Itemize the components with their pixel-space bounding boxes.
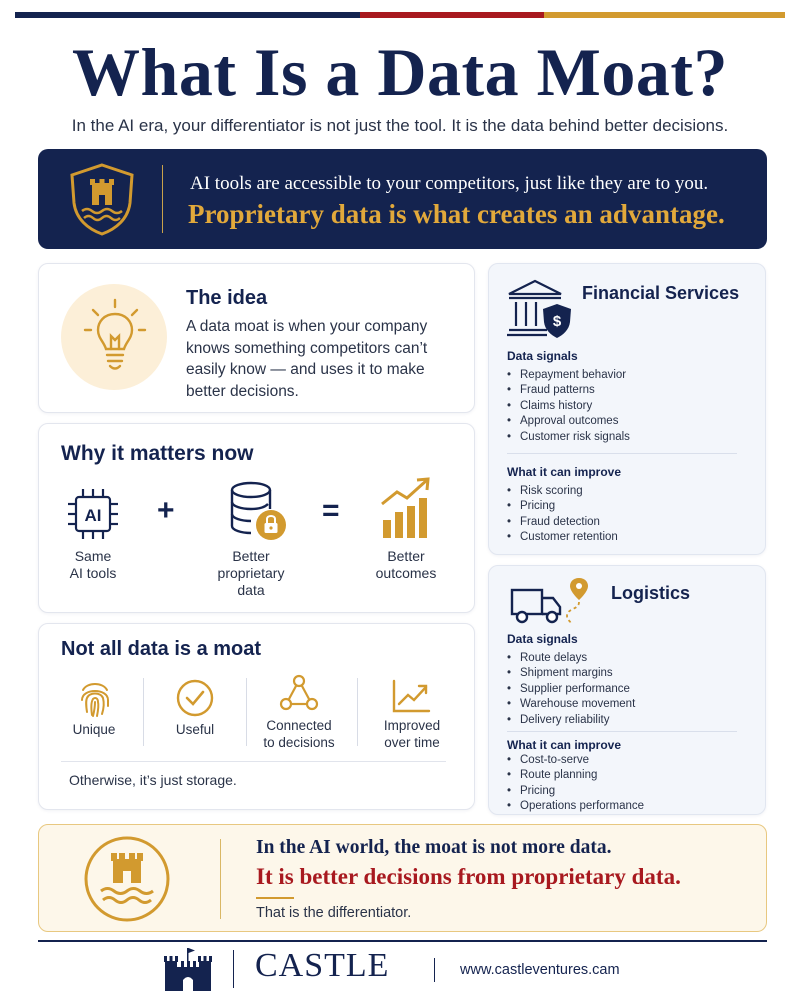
idea-heading: The idea [186,287,268,309]
financial-divider [507,453,737,454]
why-item-better-outcomes: Better outcomes [375,548,437,581]
logistics-signals-label: Data signals [507,632,578,646]
trait-separator [246,678,247,746]
why-item-same-ai-tools: Same AI tools [69,548,117,581]
logistics-improve-list [507,753,644,815]
list-item: • Cost-to-serve [507,753,644,768]
castle-waves-emblem-icon [83,835,171,923]
idea-text: A data moat is when your company knows something competitors can’t easily know — and uses it to make better decisions. [186,318,428,400]
equals-sign: = [322,494,340,527]
list-item: • Pricing [507,499,618,514]
quote-line-1: In the AI world, the moat is not more data. [256,837,612,858]
database-lock-icon [225,479,289,543]
not-all-data-card [38,623,475,810]
quote-divider [220,839,221,919]
banner-line-1: AI tools are accessible to your competitors, just like they are to you. [190,173,709,194]
advantage-banner [38,149,767,249]
list-item: • Operations performance [507,799,644,814]
idea-card [38,263,475,413]
why-it-matters-card [38,423,475,613]
logistics-card [488,565,766,815]
list-item: • Route planning [507,768,644,783]
quote-line-2: It is better decisions from proprietary data. [256,864,681,889]
page-title: What Is a Data Moat? [72,34,728,110]
banner-divider [162,165,163,233]
why-heading: Why it matters now [61,442,254,465]
footer-divider [434,958,435,982]
top-color-bar [15,12,785,18]
list-item: • Customer risk signals [507,430,630,445]
ai-chip-icon [65,486,121,542]
moat-trait-connected: Connected to decisions [263,718,335,750]
growth-chart-icon [379,476,435,540]
banner-line-2: Proprietary data is what creates an advantage. [188,199,725,229]
footer-rule [38,940,767,942]
list-item: • Fraud patterns [507,383,630,398]
financial-services-heading: Financial Services [582,283,740,303]
list-item: • Pricing [507,784,644,799]
list-item: • Route delays [507,651,635,666]
moat-trait-unique: Unique [72,722,116,737]
trait-separator [357,678,358,746]
financial-improve-list [507,484,618,546]
list-item: • Shipment margins [507,666,635,681]
brand-name: CASTLE [255,947,390,984]
logistics-divider [507,731,737,732]
list-item: • Repayment behavior [507,368,630,383]
logistics-improve-label: What it can improve [507,738,622,752]
top-bar-gold-segment [544,12,785,18]
closing-quote-panel [38,824,767,932]
top-bar-red-segment [360,12,544,18]
list-item: • Fraud detection [507,515,618,530]
list-item: • Delivery reliability [507,713,635,728]
svg-text:AI: AI [84,506,102,525]
list-item: • Approval outcomes [507,414,630,429]
bank-shield-icon [507,278,573,340]
top-bar-navy-segment [15,12,360,18]
svg-text:$: $ [552,313,562,330]
financial-signals-label: Data signals [507,349,578,363]
list-item: • Risk scoring [507,484,618,499]
not-all-heading: Not all data is a moat [61,638,262,660]
plus-sign: + [157,494,175,527]
quote-underline-accent [256,897,294,899]
list-item: • Warehouse movement [507,697,635,712]
footer-divider [233,950,234,988]
page-subtitle: In the AI era, your differentiator is not just the tool. It is the data behind better decisions. [71,116,729,135]
logistics-heading: Logistics [611,583,691,603]
trait-separator [143,678,144,746]
financial-services-card [488,263,766,555]
castle-shield-icon [64,161,140,237]
list-item: • Supplier performance [507,682,635,697]
financial-signals-list [507,368,630,445]
castle-logo-icon [163,947,213,991]
lightbulb-icon [83,298,147,378]
list-item: • Claims history [507,399,630,414]
network-nodes-icon [279,674,319,712]
why-item-better-data: Better proprietary data [217,548,285,598]
list-item: • Customer retention [507,530,618,545]
trend-up-icon [391,678,431,714]
truck-route-icon [509,576,589,626]
website-link[interactable]: www.castleventures.cam [460,962,620,978]
moat-trait-improved: Improved over time [383,718,441,750]
not-all-divider [61,761,446,762]
quote-line-3: That is the differentiator. [256,905,412,921]
logistics-signals-list [507,651,635,728]
moat-trait-useful: Useful [175,722,215,737]
not-all-footer: Otherwise, it’s just storage. [69,772,237,788]
financial-improve-label: What it can improve [507,465,622,479]
check-circle-icon [175,678,215,718]
fingerprint-icon [77,678,113,718]
